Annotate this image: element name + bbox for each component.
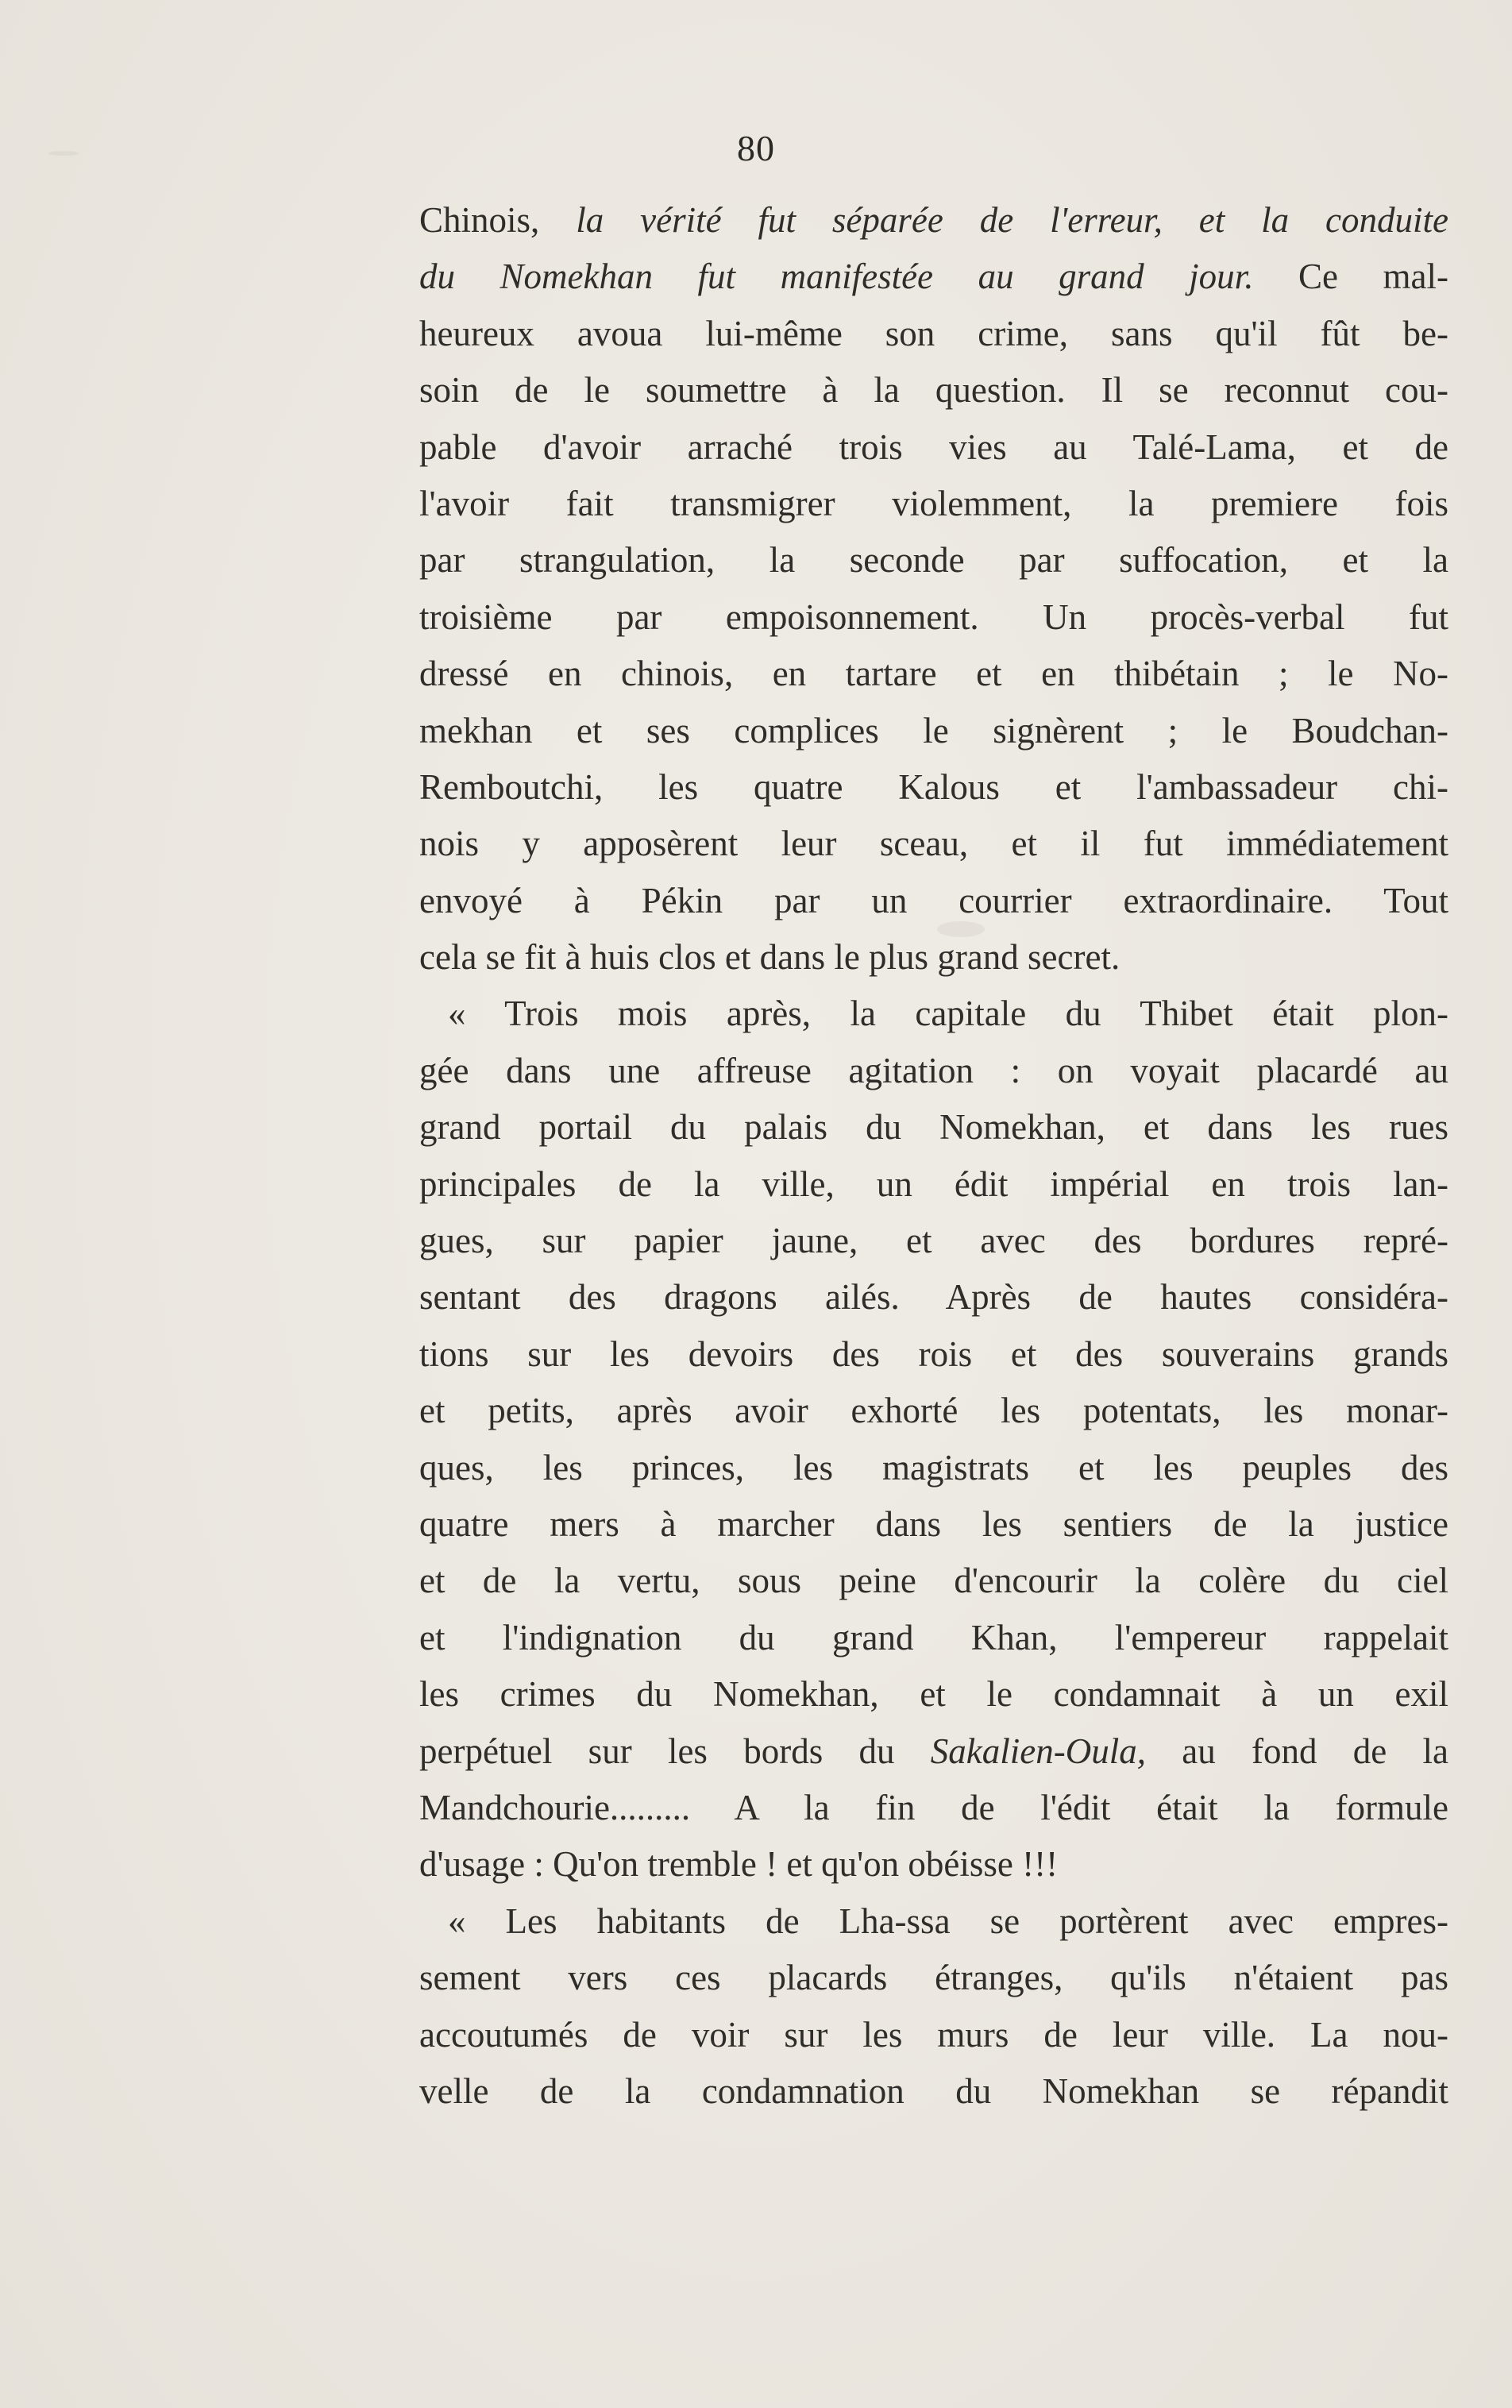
text-line: pable d'avoir arraché trois vies au Talé-Lama, et de — [419, 426, 1448, 467]
text-line: et de la vertu, sous peine d'encourir la colère du ciel — [419, 1561, 1448, 1601]
text-line: principales de la ville, un édit impérial en trois lan- — [419, 1163, 1448, 1204]
text-line: cela se fit à huis clos et dans le plus grand secret. — [419, 937, 1120, 978]
text-line: gée dans une affreuse agitation : on voyait placardé au — [419, 1050, 1448, 1090]
text-line: Remboutchi, les quatre Kalous et l'ambassadeur chi- — [419, 766, 1448, 807]
text-line: ques, les princes, les magistrats et les peuples des — [419, 1447, 1448, 1488]
text-line: mekhan et ses complices le signèrent ; le Boudchan- — [419, 710, 1448, 751]
text-line: gues, sur papier jaune, et avec des bordures repré- — [419, 1221, 1448, 1261]
text-line: Chinois, la vérité fut séparée de l'erreur, et la conduite — [419, 200, 1448, 240]
text-line: perpétuel sur les bords du Sakalien-Oula, au fond de la — [419, 1731, 1448, 1771]
text-line: et petits, après avoir exhorté les potentats, les monar- — [419, 1391, 1448, 1431]
text-line: et l'indignation du grand Khan, l'empereur rappelait — [419, 1617, 1448, 1657]
text-line: Mandchourie......... A la fin de l'édit était la formule — [419, 1787, 1448, 1827]
text-line: dressé en chinois, en tartare et en thibétain ; le No- — [419, 654, 1448, 694]
body-text — [419, 192, 1448, 2120]
text-line: velle de la condamnation du Nomekhan se répandit — [419, 2070, 1448, 2111]
text-line: sement vers ces placards étranges, qu'ils n'étaient pas — [419, 1958, 1448, 1998]
page-number: 80 — [737, 128, 775, 168]
text-line: troisième par empoisonnement. Un procès-verbal fut — [419, 596, 1448, 637]
text-line: du Nomekhan fut manifestée au grand jour. Ce mal- — [419, 257, 1448, 297]
text-line: soin de le soumettre à la question. Il se reconnut cou- — [419, 370, 1448, 411]
text-line: sentant des dragons ailés. Après de hautes considéra- — [419, 1277, 1448, 1318]
text-line: « Les habitants de Lha-ssa se portèrent avec empres- — [448, 1901, 1448, 1941]
text-line: accoutumés de voir sur les murs de leur ville. La nou- — [419, 2014, 1448, 2055]
text-line: envoyé à Pékin par un courrier extraordinaire. Tout — [419, 880, 1448, 920]
text-line: d'usage : Qu'on tremble ! et qu'on obéisse !!! — [419, 1844, 1059, 1885]
text-line: l'avoir fait transmigrer violemment, la premiere fois — [419, 483, 1448, 523]
text-line: tions sur les devoirs des rois et des souverains grands — [419, 1333, 1448, 1374]
text-line: quatre mers à marcher dans les sentiers de la justice — [419, 1503, 1448, 1544]
text-line: les crimes du Nomekhan, et le condamnait à un exil — [419, 1674, 1448, 1715]
text-line: nois y apposèrent leur sceau, et il fut immédiatement — [419, 824, 1448, 864]
text-line: par strangulation, la seconde par suffocation, et la — [419, 540, 1448, 581]
text-line: « Trois mois après, la capitale du Thibet était plon- — [448, 994, 1448, 1034]
text-line: heureux avoua lui-même son crime, sans qu'il fût be- — [419, 313, 1448, 353]
text-line: grand portail du palais du Nomekhan, et dans les rues — [419, 1107, 1448, 1148]
